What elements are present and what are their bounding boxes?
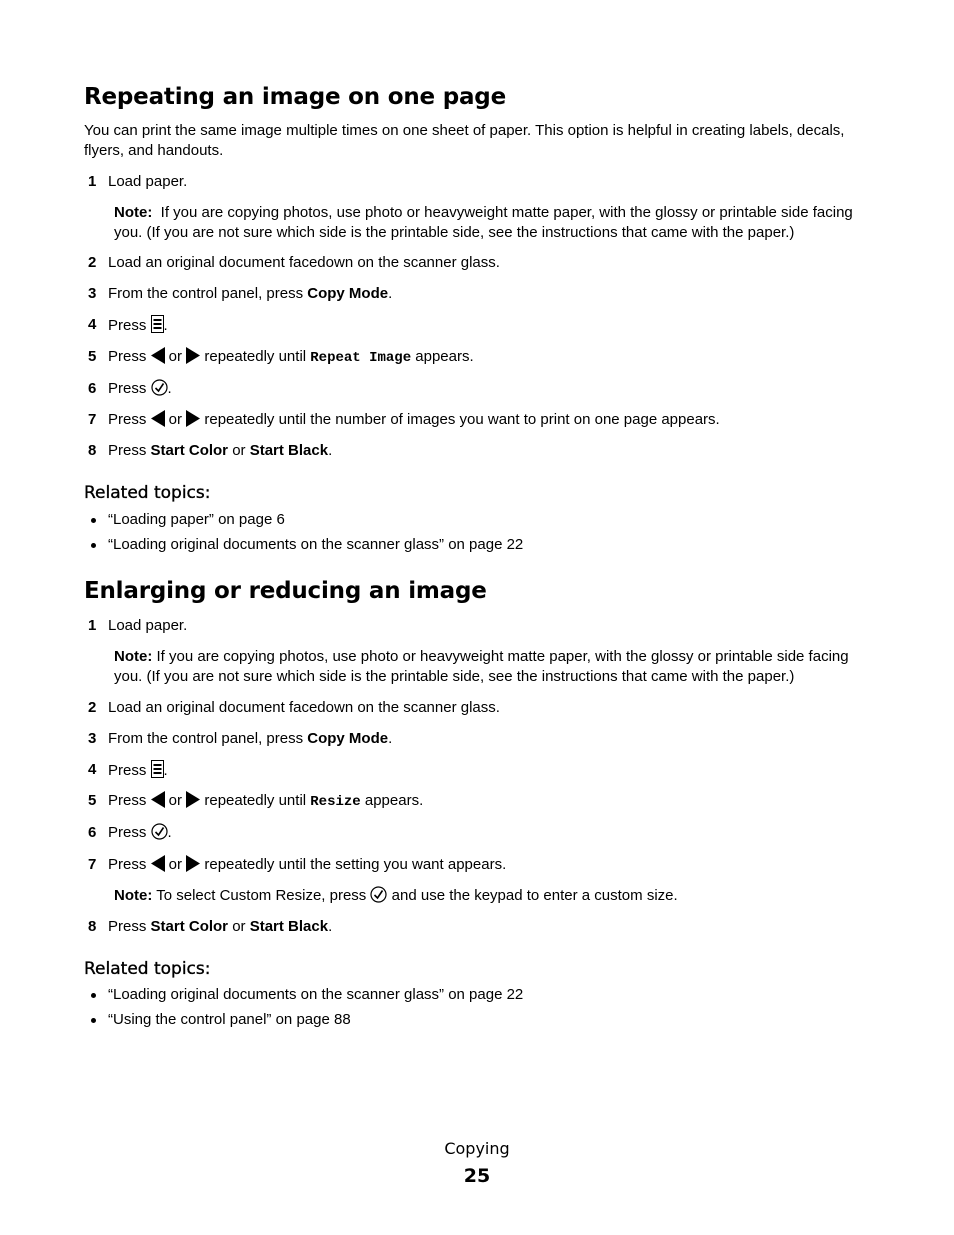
bullet-icon xyxy=(91,993,96,998)
step-6: 6 Press . xyxy=(88,380,172,397)
start-black-label: Start Black xyxy=(249,442,329,459)
bullet-icon xyxy=(91,543,96,548)
step-2: 2 Load an original document facedown on the scanner glass. xyxy=(88,254,500,271)
related-link[interactable]: “Using the control panel” on page 88 xyxy=(108,1011,351,1028)
right-arrow-icon xyxy=(186,855,200,872)
left-arrow-icon xyxy=(151,347,165,364)
select-check-icon xyxy=(151,823,168,840)
step-4: 4 Press . xyxy=(88,761,168,779)
step-7: 7 Press or repeatedly until the number of images you want to print on one page appears. xyxy=(88,411,720,428)
step-3: 3 From the control panel, press Copy Mode. xyxy=(88,730,393,747)
related-link[interactable]: “Loading paper” on page 6 xyxy=(108,511,285,528)
bullet-icon xyxy=(91,1018,96,1023)
repeat-image-code: Repeat Image xyxy=(310,350,412,366)
resize-code: Resize xyxy=(310,794,361,810)
step-8: 8 Press Start Color or Start Black. xyxy=(88,442,333,459)
note-label: Note: xyxy=(114,204,153,221)
step-5: 5 Press or repeatedly until Repeat Image appears. xyxy=(88,348,474,366)
note-label: Note: xyxy=(114,648,153,665)
step-2: 2 Load an original document facedown on the scanner glass. xyxy=(88,699,500,716)
note: Note: To select Custom Resize, press and use the keypad to enter a custom size. xyxy=(114,887,678,904)
note-label: Note: xyxy=(114,887,153,904)
related-link[interactable]: “Loading original documents on the scanner glass” on page 22 xyxy=(108,536,524,553)
footer-section-name: Copying xyxy=(444,1139,510,1158)
step-1: 1 Load paper. xyxy=(88,173,188,190)
step-3: 3 From the control panel, press Copy Mode. xyxy=(88,285,393,302)
note-text: If you are copying photos, use photo or heavyweight matte paper, with the glossy or printable side facing you. (If you are not sure which side is the printable side, see the instructions that came with the paper.) xyxy=(114,648,849,685)
note-text: If you are copying photos, use photo or heavyweight matte paper, with the glossy or printable side facing you. (If you are not sure which side is the printable side, see the instructions that came with the paper.) xyxy=(114,204,853,241)
select-check-icon xyxy=(151,379,168,396)
menu-icon xyxy=(151,760,164,778)
page-number: 25 xyxy=(463,1165,491,1187)
related-link[interactable]: “Loading original documents on the scanner glass” on page 22 xyxy=(108,986,524,1003)
step-5: 5 Press or repeatedly until Resize appears. xyxy=(88,792,424,810)
step-6: 6 Press . xyxy=(88,824,172,841)
step-7: 7 Press or repeatedly until the setting you want appears. xyxy=(88,856,507,873)
bullet-icon xyxy=(91,518,96,523)
step-8: 8 Press Start Color or Start Black. xyxy=(88,918,333,935)
step-4: 4 Press . xyxy=(88,316,168,334)
list-item xyxy=(84,985,874,1005)
right-arrow-icon xyxy=(186,347,200,364)
step-1: 1 Load paper. xyxy=(88,617,188,634)
list-item xyxy=(84,535,874,555)
select-check-icon xyxy=(370,886,387,903)
related-topics-heading: Related topics: xyxy=(84,483,211,503)
related-topics-heading: Related topics: xyxy=(84,959,211,979)
right-arrow-icon xyxy=(186,410,200,427)
list-item xyxy=(84,1010,874,1030)
list-item xyxy=(84,510,874,530)
copy-mode-label: Copy Mode xyxy=(307,285,389,302)
left-arrow-icon xyxy=(151,855,165,872)
right-arrow-icon xyxy=(186,791,200,808)
start-color-label: Start Color xyxy=(150,918,229,935)
copy-mode-label: Copy Mode xyxy=(307,730,389,747)
left-arrow-icon xyxy=(151,410,165,427)
section-title-enlarging: Enlarging or reducing an image xyxy=(84,578,487,604)
note xyxy=(114,203,874,243)
intro-paragraph: You can print the same image multiple times on one sheet of paper. This option is helpful in creating labels, decals, flyers, and handouts. xyxy=(84,122,845,159)
menu-icon xyxy=(151,315,164,333)
note xyxy=(114,647,874,687)
start-black-label: Start Black xyxy=(249,918,329,935)
section-title-repeating: Repeating an image on one page xyxy=(84,84,506,110)
start-color-label: Start Color xyxy=(150,442,229,459)
left-arrow-icon xyxy=(151,791,165,808)
